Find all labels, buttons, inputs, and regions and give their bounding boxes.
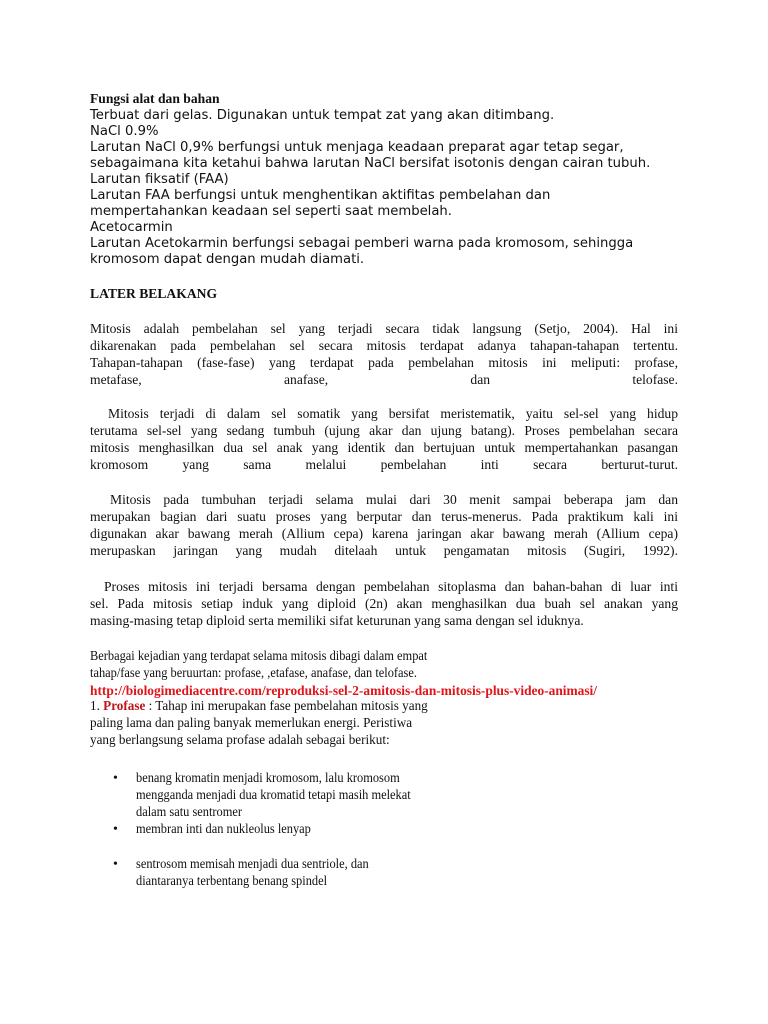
text-line: yang berlangsung selama profase adalah sebagai berikut: xyxy=(90,733,390,748)
paragraph-mitosis-plants xyxy=(90,491,678,559)
source-link[interactable]: http://biologimediacentre.com/reproduksi-sel-2-amitosis-dan-mitosis-plus-video-animasi/ xyxy=(90,683,597,698)
paragraph-line: merupakan bagian dari suatu proses yang berputar dan terus-menerus. Pada praktikum kali ini xyxy=(90,509,678,524)
text-line: Larutan Acetokarmin berfungsi sebagai pemberi warna pada kromosom, sehingga xyxy=(90,236,634,251)
text-line: Berbagai kejadian yang terdapat selama mitosis dibagi dalam empat xyxy=(90,648,428,663)
paragraph-line: dikarenakan pada pembelahan sel secara mitosis terdapat adanya tahapan-tahapan tertentu. xyxy=(90,338,678,353)
bullet-text: sentrosom memisah menjadi dua sentriole, dan xyxy=(136,856,369,871)
text-line: kromosom dapat dengan mudah diamati. xyxy=(90,252,365,267)
paragraph-line: metafase, anafase, dan telofase. xyxy=(90,372,678,387)
paragraph-line: merupaskan jaringan yang mudah ditelaah untuk pengamatan mitosis (Sugiri, 1992). xyxy=(90,543,678,558)
bullet-icon: • xyxy=(113,771,118,786)
text-line: Acetocarmin xyxy=(90,220,173,235)
paragraph-line: Tahapan-tahapan (fase-fase) yang terdapat pada pembelahan mitosis ini meliputi: profase, xyxy=(90,355,678,370)
text-line: sebagaimana kita ketahui bahwa larutan NaCl bersifat isotonis dengan cairan tubuh. xyxy=(90,156,651,171)
text-line: NaCl 0.9% xyxy=(90,124,159,139)
text-line: Larutan fiksatif (FAA) xyxy=(90,172,229,187)
paragraph-line: digunakan akar bawang merah (Allium cepa) karena jaringan akar bawang merah (Allium cepa) xyxy=(90,526,678,541)
list-number: 1. xyxy=(90,699,100,714)
paragraph-line: Mitosis terjadi di dalam sel somatik yang bersifat meristematik, yaitu sel-sel yang hidup xyxy=(108,406,678,421)
paragraph-line: Mitosis adalah pembelahan sel yang terjadi secara tidak langsung (Setjo, 2004). Hal ini xyxy=(90,321,678,336)
text-line: Larutan FAA berfungsi untuk menghentikan aktifitas pembelahan dan xyxy=(90,188,551,203)
paragraph-line: Proses mitosis ini terjadi bersama dengan pembelahan sitoplasma dan bahan-bahan di luar inti xyxy=(104,579,678,594)
text-line: tahap/fase yang beruurtan: profase, ,etafase, anafase, dan telofase. xyxy=(90,665,417,680)
paragraph-line: kromosom yang sama melalui pembelahan inti secara berturut-turut. xyxy=(90,457,678,472)
paragraph-mitosis-definition xyxy=(90,320,678,388)
paragraph-mitosis-process xyxy=(90,578,678,629)
text-line: Terbuat dari gelas. Digunakan untuk tempat zat yang akan ditimbang. xyxy=(90,108,555,123)
text-line: Larutan NaCl 0,9% berfungsi untuk menjaga keadaan preparat agar tetap segar, xyxy=(90,140,624,155)
paragraph-mitosis-location xyxy=(90,405,678,473)
bullet-text: dalam satu sentromer xyxy=(136,804,243,819)
profase-line xyxy=(90,699,428,716)
section-heading-fungsi: Fungsi alat dan bahan xyxy=(90,91,220,106)
text-line: mempertahankan keadaan sel seperti saat membelah. xyxy=(90,204,452,219)
bullet-text: diantaranya terbentang benang spindel xyxy=(136,873,328,888)
bullet-text: benang kromatin menjadi kromosom, lalu kromosom xyxy=(136,770,400,785)
bullet-text: membran inti dan nukleolus lenyap xyxy=(136,821,311,836)
bullet-icon: • xyxy=(113,857,118,872)
text-line: paling lama dan paling banyak memerlukan energi. Peristiwa xyxy=(90,716,413,731)
paragraph-line: sel. Pada mitosis setiap induk yang diploid (2n) akan menghasilkan dua buah sel anakan yang xyxy=(90,596,678,611)
paragraph-line: terutama sel-sel yang sedang tumbuh (ujung akar dan ujung batang). Proses pembelahan secara xyxy=(90,423,678,438)
profase-text: : Tahap ini merupakan fase pembelahan mitosis yang xyxy=(145,699,428,714)
section-heading-latar-belakang: LATER BELAKANG xyxy=(90,286,218,301)
bullet-text: mengganda menjadi dua kromatid tetapi masih melekat xyxy=(136,787,411,802)
bullet-icon: • xyxy=(113,822,118,837)
profase-label: Profase xyxy=(103,699,146,714)
paragraph-line: mitosis menghasilkan dua sel anak yang identik dan bertujuan untuk mempertahankan pasangan xyxy=(90,440,678,455)
paragraph-line: masing-masing tetap diploid serta memiliki sifat keturunan yang sama dengan sel iduknya. xyxy=(90,613,584,628)
paragraph-line: Mitosis pada tumbuhan terjadi selama mulai dari 30 menit sampai beberapa jam dan xyxy=(110,492,678,507)
